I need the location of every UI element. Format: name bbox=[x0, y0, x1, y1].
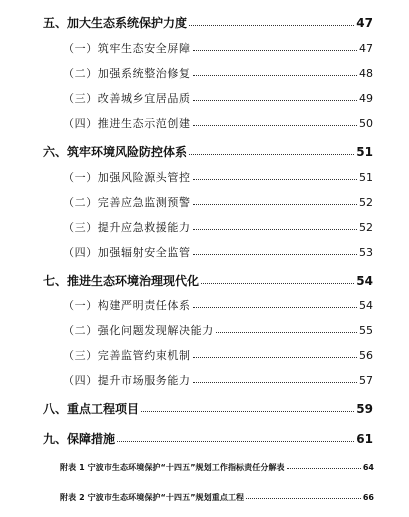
toc-section-title: 六、筑牢环境风险防控体系 bbox=[43, 145, 188, 159]
toc-page-number: 47 bbox=[356, 16, 373, 30]
dot-leader bbox=[193, 254, 357, 255]
dot-leader bbox=[193, 179, 357, 180]
dot-leader bbox=[193, 229, 357, 230]
toc-section-5[interactable] bbox=[43, 15, 373, 29]
toc-page-number: 57 bbox=[359, 374, 373, 387]
toc-item-5-2[interactable] bbox=[63, 66, 373, 79]
toc-page-number: 47 bbox=[359, 42, 373, 55]
dot-leader bbox=[193, 357, 357, 358]
dot-leader bbox=[216, 332, 357, 333]
dot-leader bbox=[193, 204, 357, 205]
dot-leader bbox=[189, 154, 354, 155]
dot-leader bbox=[193, 382, 357, 383]
toc-item-7-4[interactable] bbox=[63, 373, 373, 386]
toc-appendix-1[interactable] bbox=[60, 461, 374, 472]
toc-section-6[interactable] bbox=[43, 144, 373, 158]
toc-section-8[interactable] bbox=[43, 401, 373, 415]
toc-item-label: （四）提升市场服务能力 bbox=[63, 374, 191, 387]
dot-leader bbox=[189, 25, 354, 26]
toc-page-number: 48 bbox=[359, 67, 373, 80]
toc-item-label: （三）完善监管约束机制 bbox=[63, 349, 191, 362]
toc-item-6-2[interactable] bbox=[63, 195, 373, 208]
toc-page-number: 54 bbox=[359, 299, 373, 312]
dot-leader bbox=[117, 441, 354, 442]
dot-leader bbox=[193, 100, 357, 101]
dot-leader bbox=[246, 498, 361, 499]
toc-page-number: 54 bbox=[356, 274, 373, 288]
toc-item-5-4[interactable] bbox=[63, 116, 373, 129]
toc-item-label: （二）加强系统整治修复 bbox=[63, 67, 191, 80]
toc-item-label: （一）筑牢生态安全屏障 bbox=[63, 42, 191, 55]
toc-page-number: 64 bbox=[362, 463, 374, 472]
toc-appendix-label: 附表 2 宁波市生态环境保护“十四五”规划重点工程 bbox=[60, 493, 245, 502]
toc-page-number: 53 bbox=[359, 246, 373, 259]
toc-item-7-2[interactable] bbox=[63, 323, 373, 336]
dot-leader bbox=[193, 307, 357, 308]
toc-page-number: 66 bbox=[362, 493, 374, 502]
toc-item-label: （三）改善城乡宜居品质 bbox=[63, 92, 191, 105]
dot-leader bbox=[141, 411, 354, 412]
toc-section-9[interactable] bbox=[43, 431, 373, 445]
toc-item-label: （四）推进生态示范创建 bbox=[63, 117, 191, 130]
toc-appendix-label: 附表 1 宁波市生态环境保护“十四五”规划工作指标责任分解表 bbox=[60, 463, 285, 472]
toc-page-number: 61 bbox=[356, 432, 373, 446]
toc-section-title: 七、推进生态环境治理现代化 bbox=[43, 274, 200, 288]
dot-leader bbox=[193, 125, 357, 126]
toc-page-number: 52 bbox=[359, 221, 373, 234]
toc-item-label: （四）加强辐射安全监管 bbox=[63, 246, 191, 259]
toc-page-number: 56 bbox=[359, 349, 373, 362]
toc-item-label: （二）强化问题发现解决能力 bbox=[63, 324, 214, 337]
toc-appendix-2[interactable] bbox=[60, 491, 374, 502]
dot-leader bbox=[193, 50, 357, 51]
toc-item-5-1[interactable] bbox=[63, 41, 373, 54]
toc-section-title: 五、加大生态系统保护力度 bbox=[43, 16, 188, 30]
toc-item-5-3[interactable] bbox=[63, 91, 373, 104]
dot-leader bbox=[201, 283, 354, 284]
toc-item-6-3[interactable] bbox=[63, 220, 373, 233]
toc-item-6-4[interactable] bbox=[63, 245, 373, 258]
toc-page-number: 51 bbox=[356, 145, 373, 159]
toc-page-number: 52 bbox=[359, 196, 373, 209]
toc-item-6-1[interactable] bbox=[63, 170, 373, 183]
toc-item-label: （二）完善应急监测预警 bbox=[63, 196, 191, 209]
toc-page-number: 50 bbox=[359, 117, 373, 130]
toc-item-label: （一）加强风险源头管控 bbox=[63, 171, 191, 184]
toc-section-7[interactable] bbox=[43, 273, 373, 287]
toc-item-label: （三）提升应急救援能力 bbox=[63, 221, 191, 234]
dot-leader bbox=[287, 468, 361, 469]
toc-section-title: 九、保障措施 bbox=[43, 432, 116, 446]
toc-item-7-3[interactable] bbox=[63, 348, 373, 361]
toc-page-number: 55 bbox=[359, 324, 373, 337]
toc-item-label: （一）构建严明责任体系 bbox=[63, 299, 191, 312]
toc-page-number: 49 bbox=[359, 92, 373, 105]
toc-item-7-1[interactable] bbox=[63, 298, 373, 311]
dot-leader bbox=[193, 75, 357, 76]
toc-section-title: 八、重点工程项目 bbox=[43, 402, 140, 416]
toc-page-number: 59 bbox=[356, 402, 373, 416]
toc-page-number: 51 bbox=[359, 171, 373, 184]
